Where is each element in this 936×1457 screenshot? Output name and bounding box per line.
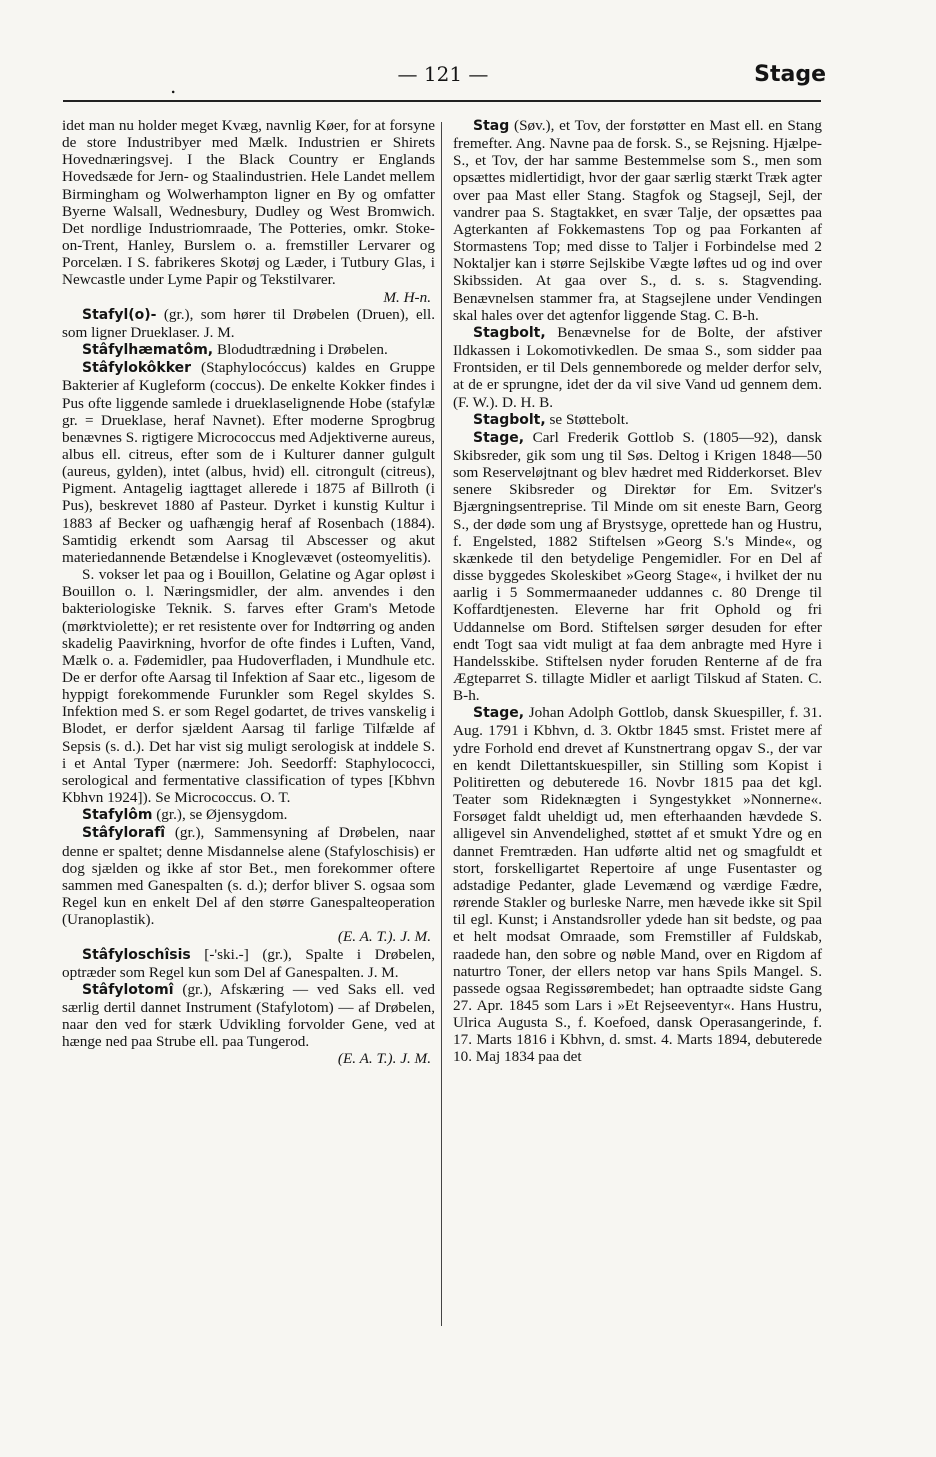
dictionary-entry [62, 946, 435, 981]
header-dot: . [170, 74, 177, 98]
entry-headword: Stâfylorafî [82, 825, 166, 842]
entry-headword: Stâfyloschîsis [82, 946, 191, 963]
entry-text: (Søv.), et Tov, der forstøtter en Mast ell. en Stang fremefter. Ang. Navne paa de forsk. S., se Rejsning. Hjælpe-S., et Tov, der har samme Bestemmelse som S., men som opsættes midlertidigt, hvor der gaar særlig stærkt Træk agter over paa Mast eller Stang. Stagfok og Stagsejl, Sejl, der vandrer paa S. Stagtakket, en svær Talje, der opsættes paa Agterkanten af Fokkemastens Top og paa Forkanten af Stormastens Top; med disse to Taljer i Forbindelse med 2 Noktaljer kan i større Sejlskibe Vægte løftes ud og ind over Skibssiden. At gaa over S., d. s. s. Stagvending. Benævnelsen stammer fra, at Stagsejlene under Vendingen skal hales over det agtenfor liggende Stag. C. B-h. [453, 117, 822, 324]
dictionary-entry [62, 806, 435, 824]
entry-text: (gr.), som hører til Drøbelen (Druen), ell. som ligner Drueklaser. J. M. [62, 305, 435, 341]
dictionary-entry [453, 117, 822, 324]
left-column [62, 117, 435, 1068]
entry-text: (Staphylocóccus) kaldes en Gruppe Bakterier af Kugleform (coccus). De enkelte Kokker findes i Pus ofte liggende samlede i drueklaselignende Hobe (stafylæ gr. = Drueklase, heraf Navnet). Efter moderne Sprogbrug benævnes S. rigtigere Micrococcus med Adjektiverne aureus, albus ell. citreus, efter som de i Kulturer danner gulgult (aureus, gylden), intet (albus, hvid) ell. citrongult (citreus), Pigment. Antagelig iagttaget allerede i 1875 af Billroth (i Pus), beskrevet 1880 af Pasteur. Dyrket i kunstig Kultur i 1883 af Becker og uafhængig heraf af Rosenbach (1884). Samtidig erkendt som Aarsag til Abscesser og akut materiedannende Betændelse i Knoglevævet (osteomyelitis). [62, 359, 435, 566]
right-column [453, 117, 822, 1066]
dictionary-entry [453, 704, 822, 1065]
column-divider [441, 122, 442, 1326]
dictionary-entry [453, 324, 822, 411]
entry-text: Benævnelse for de Bolte, der afstiver Ildkassen i Lokomotivkedlen. De smaa S., som sidder paa Frontsiden, er til Dels gennemborede og melder derfor selv, at de er sprungne, idet der da vil sive Vand ud gennem dem. (F. W.). D. H. B. [453, 323, 823, 411]
entry-headword: Stafylôm [82, 807, 153, 824]
header-rule [63, 100, 821, 102]
entry-headword: Stafyl(o)- [82, 306, 157, 323]
page-header [60, 62, 826, 98]
entry-text: Blodudtrædning i Drøbelen. [216, 341, 388, 359]
entry-text: (gr.), Sammensyning af Drøbelen, naar denne er spaltet; denne Misdannelse alene (Stafyloschisis) er dog sjælden og ikke af stor Bet., men forekommer oftere sammen med Ganespalten (s. d.); derfor bliver S. ogsaa som Regel kun en enkelt Del af den større Ganespalteoperation (Uranoplastik). [62, 824, 435, 929]
entry-headword: Stagbolt, [473, 411, 546, 428]
entry-text: (gr.), Afskæring — ved Saks ell. ved særlig dertil dannet Instrument (Stafylotom) — af Drøbelen, naar den ved for stærk Udvikling forvolder Gene, ved at hænge ned paa Strube ell. paa Tungerod. [62, 980, 435, 1051]
page-number: — 121 — [397, 62, 489, 86]
dictionary-entry [62, 306, 435, 341]
entry-headword: Stâfylotomî [82, 981, 174, 998]
dictionary-entry [453, 411, 822, 429]
entry-text: S. vokser let paa og i Bouillon, Gelatine og Agar opløst i Bouillon o. l. Næringsmidler, der alm. anvendes i den bakteriologiske Teknik. S. farves efter Gram's Metode (mørktviolette); er ret resistente over for Indtørring og anden skadelig Paavirkning, hvorfor de ofte findes i Luften, Vand, Mælk o. a. Fødemidler, paa Hudoverfladen, i Mundhule etc. De er derfor ofte Aarsag til Infektion af Saar etc., ligesom de hyppigt forekommende Furunkler som Regel skyldes S. Infektion med S. er som Regel godartet, de trives vanskelig i Blodet, er derfor sjældent Aarsag til farlige Tilfælde af Sepsis (s. d.). Det har vist sig muligt serologisk at inddele S. i et Antal Typer (nærmere: Joh. Seedorff: Staphylococci, serological and fermentative classification of types [Kbhvn Kbhvn 1924]). Se Micrococcus. O. T. [62, 566, 435, 807]
signature: (E. A. T.). J. M. [337, 928, 431, 946]
dictionary-entry [62, 359, 435, 566]
dictionary-entry [62, 981, 435, 1051]
running-head: Stage [754, 62, 826, 87]
entry-text: (gr.), se Øjensygdom. [156, 806, 288, 824]
entry-headword: Stagbolt, [473, 324, 546, 341]
dictionary-entry [62, 824, 435, 928]
entry-headword: Stâfylhæmatôm, [82, 342, 214, 359]
dictionary-entry [453, 429, 822, 705]
entry-text: Johan Adolph Gottlob, dansk Skuespiller, f. 31. Aug. 1791 i Kbhvn, d. 3. Oktbr 1845 smst. Fristet mere af ydre Forhold end drevet af Kunstnertrang opgav S., der var en kendt Dilettantskuespiller, sin Stilling som Kopist i Politiretten og debuterede 16. Novbr 1815 paa det kgl. Teater som Rideknægten i Syngestykket »Nonnerne«. Forsøget faldt uheldigt ud, men efterhaanden hævdede S. alligevel sin Anvendelighed, støttet af et smukt Ydre og en dannet Fremtræden. Han udførte altid net og smagfuldt et stort, forskelligartet Repertoire af unge Fusentaster og adstadige Pedanter, glade Levemænd og værdige Fædre, rørende Stakler og burleske Narre, men hævede ikke sit Spil til egl. Kunst; i Anstandsroller ydede han sit bedste, og paa et helt modsat Omraade, som Fremstiller af Fuldskab, raadede han, den sobre og nøble Mand, over en Rigdom af naturtro Toner, der ellers netop var hans Spils Mangel. S. passede ogsaa Regissørembedet; han optraadte sidste Gang 27. Apr. 1845 som Lars i »Et Rejseeventyr«. Hans Hustru, Ulrica Augusta S., f. Koefoed, dansk Operasangerinde, f. 17. Marts 1816 i Kbhvn, d. smst. 4. Marts 1894, debuterede 10. Maj 1834 paa det [453, 704, 822, 1066]
entry-text: Carl Frederik Gottlob S. (1805—92), dansk Skibsreder, gik som ung til Søs. Deltog i Krigen 1848—50 som Reserveløjtnant og blev hædret med Ridderkorset. Blev senere Skibsreder og Direktør for Em. Svitzer's Bjærgningsentreprise. Til Minde om sit eneste Barn, Georg S., der døde som ung af Brystsyge, oprettede han og Hustru, f. Engelsted, 1882 Stiftelsen »Georg S.'s Minde«, og skænkede til den betydelige Pengemidler. For en Del af disse byggedes Skoleskibet »Georg Stage«, i hvilket der nu aarlig i 5 Sommermaaneder uddannes c. 80 Drenge til Koffardtjenesten. Eleverne har frit Ophold og fri Uddannelse om Bord. Stiftelsen sørger desuden for efter endt Togt saa vidt muligt at faa dem anbragte med Hyre i Handelsskibe. Stiftelsen nyder foruden Renterne af de fra Ægteparret S. tillagte Midler et aarligt Tilskud af Staten. C. B-h. [453, 428, 822, 705]
body-paragraph: idet man nu holder meget Kvæg, navnlig Køer, for at forsyne de store Industribyer med Mælk. Industrien er Shirets Hovednæringsvej. I the Black Country er Englands Hovedsæde for Jern- og Staalindustrien. Hele Landet mellem Birmingham og Wolwerhampton ligner en By og omfatter Byerne Walsall, Wednesbury, Dudley og West Bromwich. Det nordlige Industriomraade, The Potteries, omkr. Stoke-on-Trent, Hanley, Burslem o. a. fremstiller Lervarer og Porcelæn. I S. fabrikeres Skotøj og Læder, i Tutbury Glas, i Newcastle under Lyme Papir og Tekstilvarer. [62, 117, 435, 289]
entry-headword: Stag [473, 118, 510, 134]
dictionary-entry [62, 341, 435, 359]
entry-text: [-'ski.-] (gr.), Spalte i Drøbelen, optræder som Regel kun som Del af Ganespalten. J. M. [62, 945, 436, 981]
entry-text: se Støttebolt. [549, 410, 629, 428]
entry-headword: Stâfylokôkker [82, 360, 192, 377]
dictionary-entry [62, 566, 435, 806]
entry-headword: Stage, [473, 705, 525, 722]
signature: (E. A. T.). J. M. [337, 1050, 431, 1068]
signature: M. H-n. [383, 288, 431, 306]
entry-headword: Stage, [473, 429, 525, 446]
